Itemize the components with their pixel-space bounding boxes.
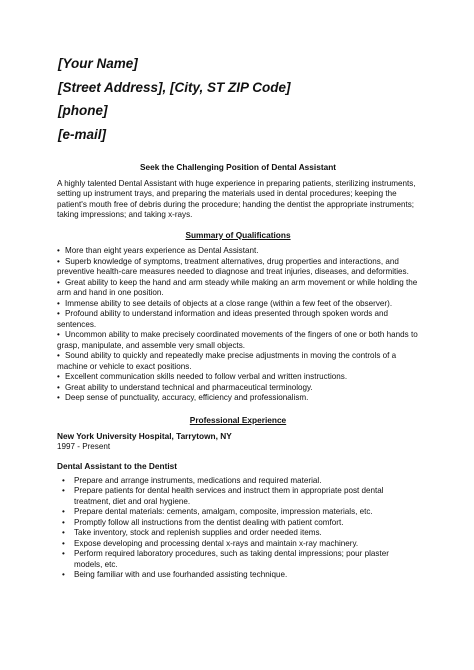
qualification-item: • More than eight years experience as Dental Assistant. (57, 246, 259, 255)
resume-body (57, 162, 419, 581)
duty-item: • Expose developing and processing dental x-rays and maintain x-ray machinery. (62, 538, 359, 548)
duty-item: • Promptly follow all instructions from the dentist dealing with patient comfort. (62, 517, 344, 527)
qualification-item: • Superb knowledge of symptoms, treatment alternatives, drug properties and interactions, and preventive health-care measures needed to diagnose and treat injuries, diseases, and deformities. (57, 256, 409, 276)
duties-list (57, 476, 419, 581)
address-placeholder: [Street Address], [City, ST ZIP Code] (58, 79, 291, 95)
bullet-icon: • (57, 246, 60, 255)
bullet-icon: • (62, 549, 65, 558)
summary-paragraph: A highly talented Dental Assistant with huge experience in preparing patients, sterilizing instruments, setting up instrument trays, and preparing the materials used in dental procedures; keeping the patient's mouth free of debris during the procedure; handing the dentist the appropriate instruments; taking impressions; and taking x-rays. (57, 178, 416, 219)
qualification-item: • Great ability to understand technical and pharmaceutical terminology. (57, 382, 313, 392)
phone-placeholder: [phone] (58, 103, 108, 118)
job-title: Dental Assistant to the Dentist (57, 461, 178, 471)
qualification-item: • Immense ability to see details of objects at a close range (within a few feet of the observer). (57, 298, 393, 308)
bullet-icon: • (57, 393, 60, 402)
qualification-item: • Profound ability to understand information and ideas presented through spoken words and sentences. (57, 309, 389, 329)
bullet-icon: • (62, 528, 65, 537)
qualification-item: • Excellent communication skills needed to follow verbal and written instructions. (57, 372, 348, 381)
experience-heading: Professional Experience (189, 414, 287, 425)
name-placeholder: [Your Name] (58, 56, 138, 71)
bullet-icon: • (57, 298, 60, 308)
bullet-icon: • (62, 538, 65, 548)
duty-item: • Prepare patients for dental health services and instruct them in appropriate post dental treatment, diet and oral hygiene. (62, 486, 384, 506)
bullet-icon: • (57, 382, 60, 392)
qualification-item: • Great ability to keep the hand and arm steady while making an arm movement or while holding the arm and hand in one position. (57, 277, 418, 297)
bullet-icon: • (57, 372, 60, 381)
duty-item: • Prepare and arrange instruments, medications and required material. (62, 475, 322, 485)
bullet-icon: • (62, 570, 65, 579)
duty-item: • Prepare dental materials: cements, amalgam, composite, impression materials, etc. (62, 507, 373, 516)
qualification-item: • Sound ability to quickly and repeatedly make precise adjustments in moving the controls of a machine or vehicle to exact positions. (57, 351, 397, 371)
email-placeholder: [e-mail] (58, 126, 107, 142)
bullet-icon: • (62, 486, 65, 495)
objective-heading: Seek the Challenging Position of Dental Assistant (139, 162, 337, 172)
bullet-icon: • (62, 475, 65, 485)
bullet-icon: • (57, 330, 60, 339)
qualification-item: • Deep sense of punctuality, accuracy, efficiency and professionalism. (57, 393, 309, 402)
employer-name: New York University Hospital, Tarrytown, NY (57, 431, 232, 441)
bullet-icon: • (57, 351, 60, 360)
bullet-icon: • (62, 507, 65, 516)
bullet-icon: • (57, 277, 60, 287)
qualifications-heading: Summary of Qualifications (185, 229, 291, 240)
duty-item: • Being familiar with and use fourhanded assisting technique. (62, 570, 288, 579)
qualification-item: • Uncommon ability to make precisely coordinated movements of the fingers of one or both hands to grasp, manipulate, and assemble very small objects. (57, 330, 418, 350)
contact-header (58, 52, 291, 146)
employment-dates: 1997 - Present (57, 441, 111, 451)
bullet-icon: • (62, 517, 65, 527)
bullet-icon: • (57, 309, 60, 318)
qualifications-list (57, 246, 419, 404)
duty-item: • Take inventory, stock and replenish supplies and order needed items. (62, 528, 322, 537)
bullet-icon: • (57, 256, 60, 266)
duty-item: • Perform required laboratory procedures, such as taking dental impressions; pour plaster models, etc. (62, 549, 389, 569)
